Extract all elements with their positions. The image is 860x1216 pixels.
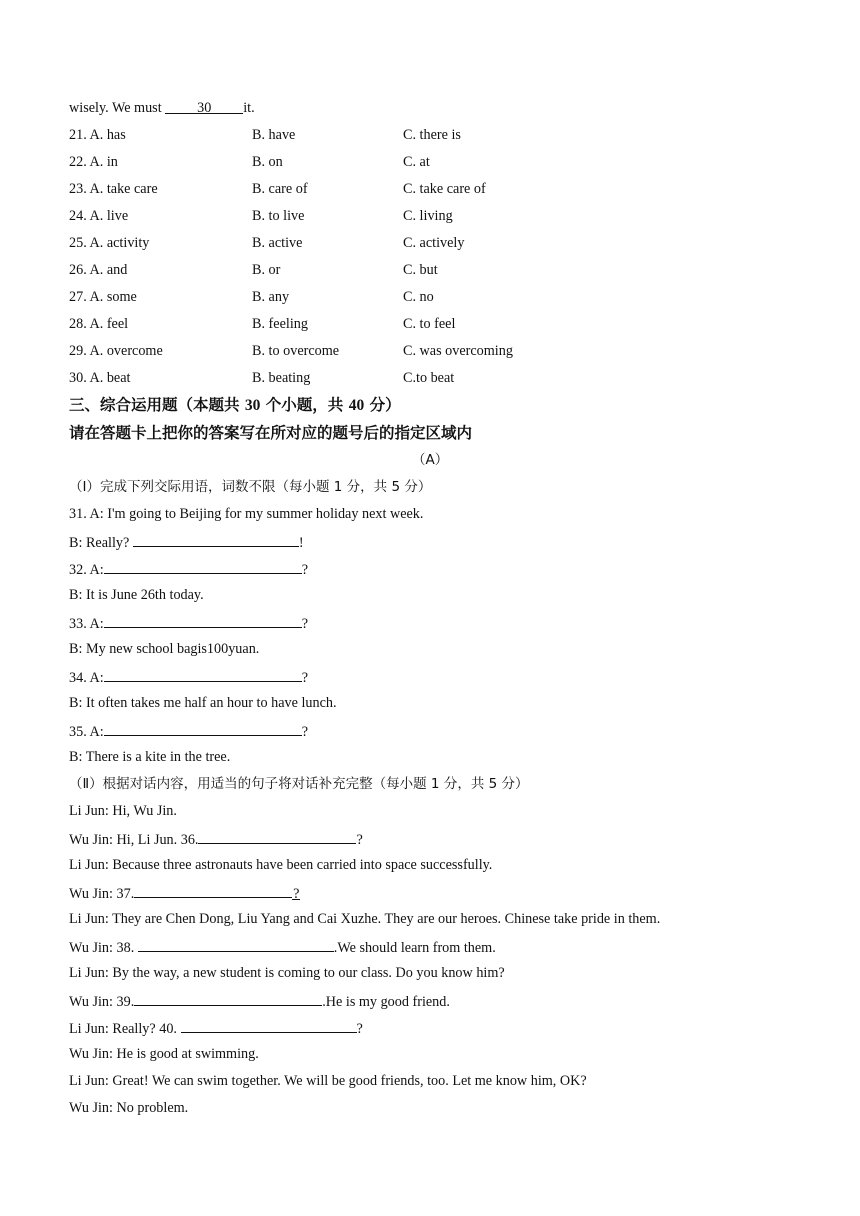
answer-blank[interactable]	[134, 991, 322, 1006]
dialogue-line: B: It often takes me half an hour to have lunch.	[69, 695, 337, 711]
answer-blank[interactable]	[104, 721, 302, 736]
option-b[interactable]: B. beating	[252, 370, 311, 386]
dialogue-line: Li Jun: They are Chen Dong, Liu Yang and Cai Xuzhe. They are our heroes. Chinese take pride in them.	[69, 911, 661, 927]
answer-blank[interactable]	[104, 559, 302, 574]
option-c[interactable]: C. no	[403, 289, 434, 305]
option-a[interactable]: 24. A. live	[69, 208, 129, 224]
option-a[interactable]: 22. A. in	[69, 154, 118, 170]
option-a[interactable]: 29. A. overcome	[69, 343, 163, 359]
answer-blank[interactable]	[138, 937, 334, 952]
option-a[interactable]: 21. A. has	[69, 127, 126, 143]
section-instruction: 请在答题卡上把你的答案写在所对应的题号后的指定区域内	[69, 424, 473, 442]
dialogue-line: 32. A: ?	[69, 559, 308, 579]
dialogue-line: Wu Jin: Hi, Li Jun. 36. ?	[69, 829, 363, 849]
option-c[interactable]: C. but	[403, 262, 438, 278]
option-a[interactable]: 26. A. and	[69, 262, 128, 278]
option-c[interactable]: C.to beat	[403, 370, 455, 386]
option-b[interactable]: B. have	[252, 127, 296, 143]
dialogue-line: B: It is June 26th today.	[69, 587, 204, 603]
dialogue-line: 35. A: ?	[69, 721, 308, 741]
dialogue-line: Wu Jin: 37. ?	[69, 883, 300, 903]
option-c[interactable]: C. actively	[403, 235, 465, 251]
dialogue-line: Wu Jin: He is good at swimming.	[69, 1046, 259, 1062]
dialogue-line: B: Really? !	[69, 532, 304, 552]
option-a[interactable]: 27. A. some	[69, 289, 137, 305]
dialogue-line: Wu Jin: 39. .He is my good friend.	[69, 991, 450, 1011]
dialogue-line: B: There is a kite in the tree.	[69, 749, 231, 765]
option-a[interactable]: 28. A. feel	[69, 316, 129, 332]
dialogue-line: Li Jun: By the way, a new student is coming to our class. Do you know him?	[69, 965, 505, 981]
dialogue-line: 34. A: ?	[69, 667, 308, 687]
option-c[interactable]: C. at	[403, 154, 430, 170]
option-b[interactable]: B. any	[252, 289, 290, 305]
option-c[interactable]: C. take care of	[403, 181, 486, 197]
option-c[interactable]: C. living	[403, 208, 453, 224]
passage-line: wisely. We must 30 it.	[69, 100, 255, 116]
option-a[interactable]: 30. A. beat	[69, 370, 131, 386]
option-b[interactable]: B. active	[252, 235, 303, 251]
option-c[interactable]: C. to feel	[403, 316, 456, 332]
dialogue-line: Li Jun: Great! We can swim together. We will be good friends, too. Let me know him, OK?	[69, 1073, 587, 1089]
answer-blank[interactable]	[104, 667, 302, 682]
option-b[interactable]: B. on	[252, 154, 283, 170]
answer-blank[interactable]	[198, 829, 356, 844]
dialogue-line: Li Jun: Really? 40. ?	[69, 1018, 363, 1038]
part-label: （A）	[412, 452, 449, 468]
option-b[interactable]: B. to overcome	[252, 343, 340, 359]
dialogue-line: Wu Jin: 38. .We should learn from them.	[69, 937, 496, 957]
answer-blank[interactable]	[181, 1018, 357, 1033]
option-c[interactable]: C. was overcoming	[403, 343, 513, 359]
section-heading: 三、综合运用题（本题共 30 个小题，共 40 分）	[69, 396, 401, 414]
option-a[interactable]: 23. A. take care	[69, 181, 158, 197]
option-b[interactable]: B. or	[252, 262, 281, 278]
part1-title: （Ⅰ）完成下列交际用语，词数不限（每小题 1 分，共 5 分）	[69, 479, 432, 495]
dialogue-line: Wu Jin: No problem.	[69, 1100, 189, 1116]
option-b[interactable]: B. feeling	[252, 316, 308, 332]
dialogue-line: Li Jun: Because three astronauts have been carried into space successfully.	[69, 857, 493, 873]
answer-blank[interactable]	[133, 532, 299, 547]
part2-title: （Ⅱ）根据对话内容，用适当的句子将对话补充完整（每小题 1 分，共 5 分）	[69, 776, 529, 792]
dialogue-line: Li Jun: Hi, Wu Jin.	[69, 803, 177, 819]
answer-blank[interactable]: 30	[165, 99, 243, 114]
answer-blank[interactable]	[134, 883, 292, 898]
option-b[interactable]: B. care of	[252, 181, 308, 197]
dialogue-line: B: My new school bagis100yuan.	[69, 641, 260, 657]
option-a[interactable]: 25. A. activity	[69, 235, 150, 251]
option-c[interactable]: C. there is	[403, 127, 461, 143]
dialogue-line: 33. A: ?	[69, 613, 308, 633]
answer-blank[interactable]	[104, 613, 302, 628]
option-b[interactable]: B. to live	[252, 208, 305, 224]
dialogue-line: 31. A: I'm going to Beijing for my summer holiday next week.	[69, 506, 424, 522]
